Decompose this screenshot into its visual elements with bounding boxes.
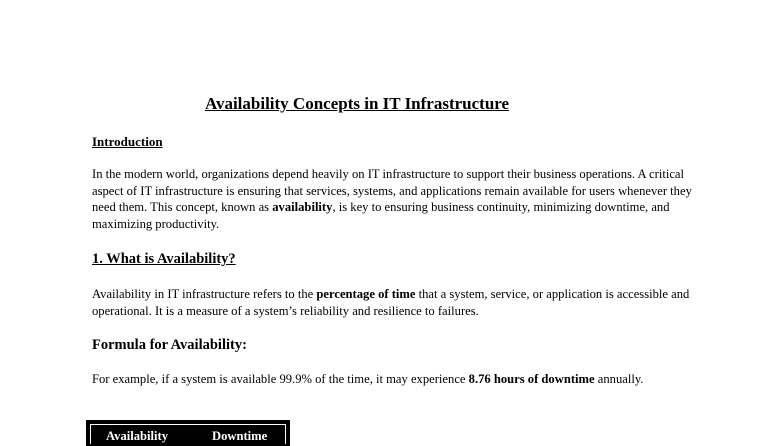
formula-heading: Formula for Availability: bbox=[92, 337, 247, 353]
availability-table bbox=[86, 420, 290, 446]
example-text-after: annually. bbox=[594, 372, 644, 386]
intro-text-after: , is key to ensuring business continuity, minimizing downtime, and maximizing productivity. bbox=[92, 200, 670, 231]
example-bold-term: 8.76 hours of downtime bbox=[468, 372, 595, 386]
introduction-paragraph bbox=[92, 166, 692, 232]
intro-text-before: In the modern world, organizations depend heavily on IT infrastructure to support their business operations. A critical aspect of IT infrastructure is ensuring that services, systems, and applications remain available for users whenever they need them. This concept, known as bbox=[92, 167, 692, 214]
section-1-paragraph bbox=[92, 286, 692, 319]
table-header-downtime: Downtime bbox=[212, 429, 268, 443]
introduction-heading: Introduction bbox=[92, 134, 163, 149]
section-1-heading: 1. What is Availability? bbox=[92, 251, 236, 267]
example-text-before: For example, if a system is available 99.9% of the time, it may experience bbox=[92, 372, 469, 386]
document-title: Availability Concepts in IT Infrastructure bbox=[204, 94, 510, 113]
section-1-text-after: that a system, service, or application is accessible and operational. It is a measure of a system’s reliability and resilience to failures. bbox=[92, 287, 690, 318]
table-header-row bbox=[90, 424, 286, 444]
table-header-availability: Availability bbox=[106, 429, 169, 443]
example-paragraph bbox=[92, 371, 692, 388]
section-1-bold-term: percentage of time bbox=[316, 287, 416, 301]
section-1-text-before: Availability in IT infrastructure refers to the bbox=[92, 287, 317, 301]
intro-bold-term: availability bbox=[272, 200, 333, 214]
